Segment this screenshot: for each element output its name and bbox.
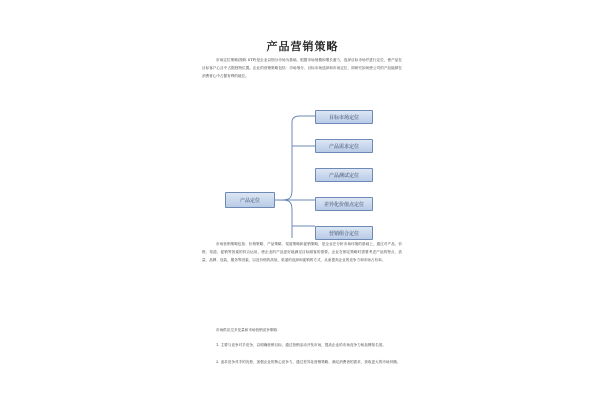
connector-4: [275, 200, 315, 226]
intro-paragraph: 市场定位策略(简称 STP)是企业以细分市场为基础，根据市场规模和增长潜力，选择目标市场并进行定位，使产品在目标客户心目中占据独特位置。企业的营销策略包括：市场细分、目标市场选择和市场定位，即研究如何使公司的产品能够在消费者心中占据有利的地位。: [202, 58, 402, 78]
diagram-connectors: [180, 108, 425, 238]
child-node-2: 产品需求定位: [315, 139, 373, 153]
child-node-1: 目标市场定位: [315, 110, 373, 124]
child-node-5: 营销组合定位: [315, 226, 373, 240]
strategy-item-2: 2. 追求竞争对手的优势，加强企业的核心竞争力，通过差异化营销策略，满足消费者的需求，获取更大的市场份额。: [216, 360, 401, 364]
strategy-item-1: 1. 主要与竞争对手竞争，以明确营销目标，通过营销活动开发市场，提高企业的市场竞争力和品牌知名度。: [216, 343, 386, 347]
root-node: 产品定位: [225, 192, 275, 208]
strategy-subtitle: 市场供应过多变量和市场营销竞争策略：: [216, 328, 281, 332]
brace-connector: [275, 116, 315, 200]
strategy-paragraph: 市场营销策略包括：价格策略、产品策略、渠道策略和促销策略，是企业在分析市场环境的基础上，通过对产品、价格、渠道、促销等因素的综合运用，使企业的产品更好地满足目标顾客的需要。企业在制定策略时需要考虑产品的特点、质量、品牌、包装、服务等因素，以及价格的高低、渠道的选择和促销的方式，从而提高企业的竞争力和市场占有率。: [202, 242, 402, 262]
connector-5: [292, 226, 315, 238]
document-page: [180, 28, 425, 400]
child-node-3: 产品测试定位: [315, 168, 373, 182]
positioning-diagram: [180, 108, 425, 238]
document-title: 产品营销策略: [266, 40, 339, 53]
child-node-4: 差异化价值点定位: [315, 197, 373, 211]
